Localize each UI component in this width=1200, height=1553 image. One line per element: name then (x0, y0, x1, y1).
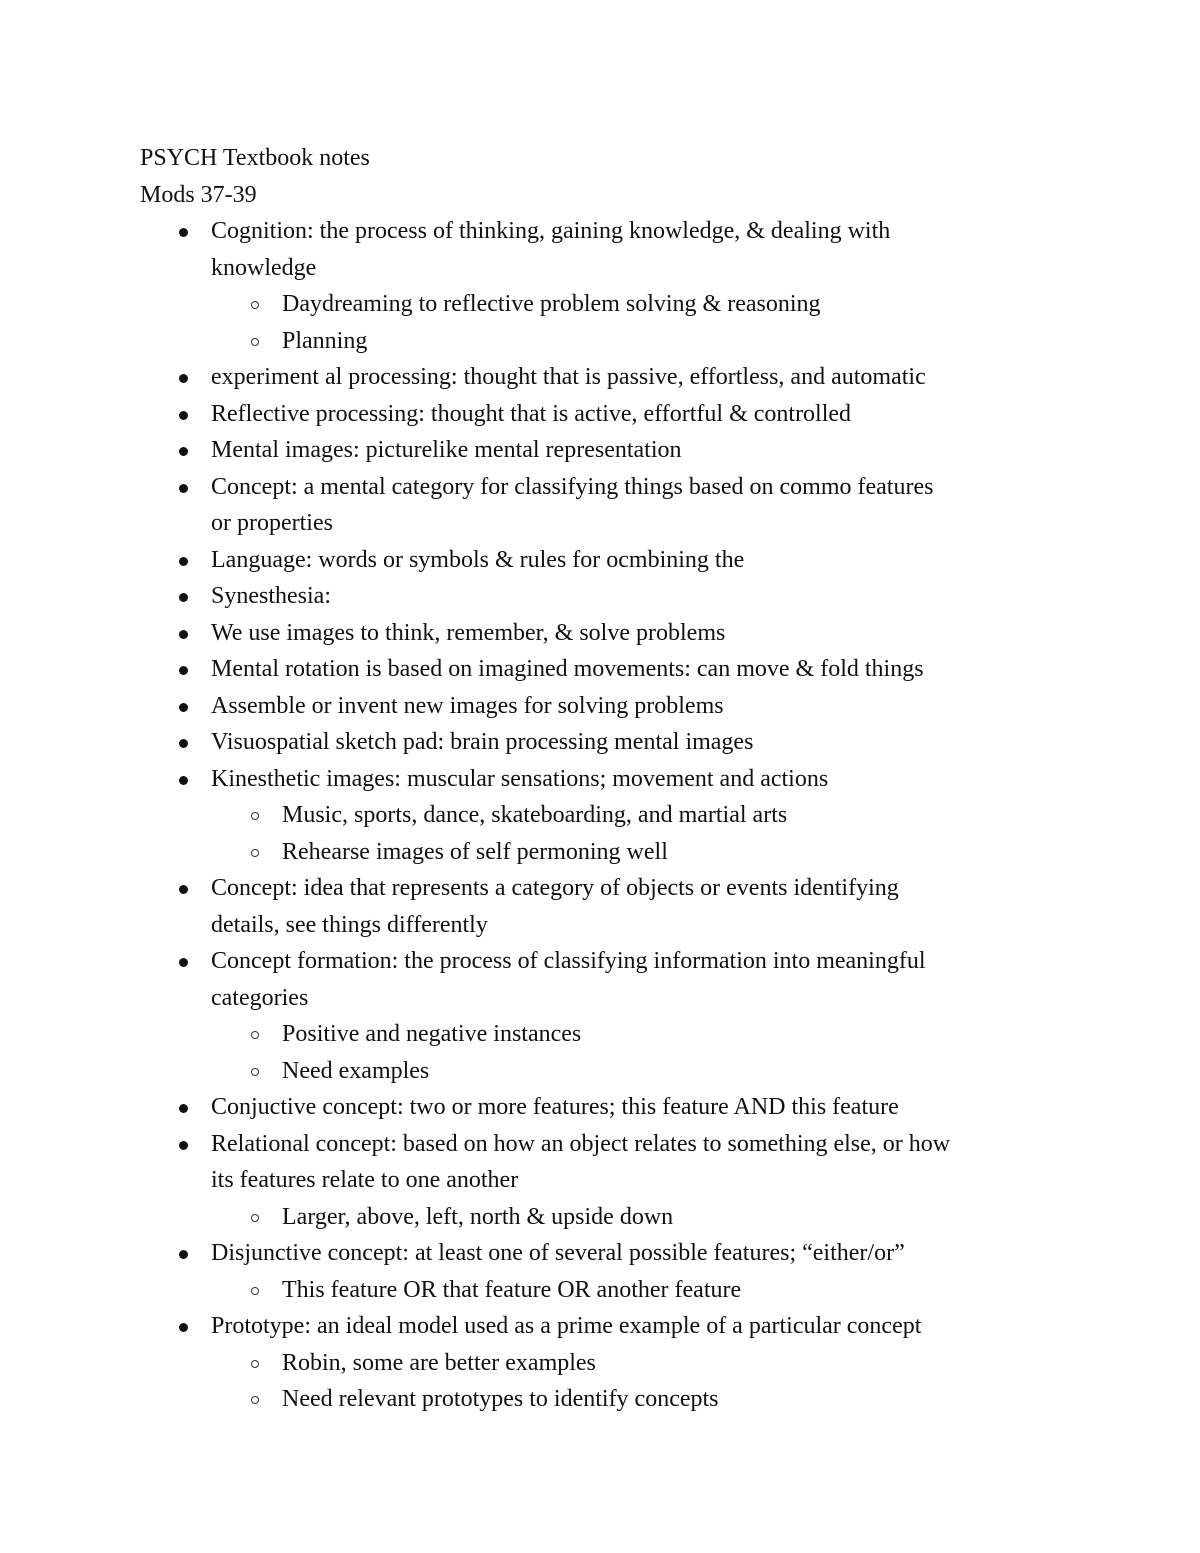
bullet-icon (179, 703, 188, 712)
list-item-text: Visuospatial sketch pad: brain processing mental images (211, 729, 754, 755)
sub-list-item-text: Planning (282, 327, 368, 354)
list-item (140, 469, 1070, 542)
bullet-icon (179, 1323, 188, 1332)
bullet-icon (179, 374, 188, 383)
list-item-text: Cognition: the process of thinking, gaining knowledge, & dealing with knowledge (211, 218, 891, 281)
list-item-text: We use images to think, remember, & solve problems (211, 619, 726, 646)
list-item-text: Language: words or symbols & rules for ocmbining the (211, 546, 745, 573)
bullet-icon (179, 1104, 188, 1113)
list-item-text: Reflective processing: thought that is active, effortful & controlled (211, 400, 852, 427)
list-item-text: Mental rotation is based on imagined movements: can move & fold things (211, 656, 924, 682)
list-item (140, 578, 1070, 615)
bullet-icon (179, 557, 188, 566)
notes-list (140, 213, 1070, 1418)
hollow-bullet-icon (251, 1360, 259, 1368)
list-item (140, 1235, 1070, 1308)
hollow-bullet-icon (251, 1214, 259, 1222)
bullet-icon (179, 739, 188, 748)
bullet-icon (179, 447, 188, 456)
sub-list-item (211, 797, 1070, 834)
list-item-text: Concept formation: the process of classifying information into meaningful categories (211, 948, 926, 1011)
sub-list-item-text: Need examples (282, 1057, 430, 1084)
sub-list-item (211, 1053, 1070, 1090)
hollow-bullet-icon (251, 849, 259, 857)
sub-list-item-text: Positive and negative instances (282, 1021, 582, 1047)
sub-list-item-text: Rehearse images of self permoning well (282, 838, 668, 865)
list-item-text: Concept: idea that represents a category of objects or events identifying details, see things differently (211, 875, 899, 938)
list-item (140, 943, 1070, 1089)
hollow-bullet-icon (251, 1396, 259, 1404)
sub-list-item (211, 1016, 1070, 1053)
list-item (140, 1126, 1070, 1236)
list-item (140, 432, 1070, 469)
sub-list-item-text: Daydreaming to reflective problem solving & reasoning (282, 291, 821, 317)
sub-list (211, 797, 1070, 870)
list-item-text: Synesthesia: (211, 583, 331, 609)
page-subtitle: Mods 37-39 (140, 181, 257, 208)
bullet-icon (179, 228, 188, 237)
list-item (140, 615, 1070, 652)
list-item (140, 1089, 1070, 1126)
list-item-text: experiment al processing: thought that is passive, effortless, and automatic (211, 364, 926, 390)
bullet-icon (179, 630, 188, 639)
list-item-text: Concept: a mental category for classifying things based on commo features or properties (211, 473, 934, 536)
hollow-bullet-icon (251, 301, 259, 309)
list-item (140, 1308, 1070, 1418)
sub-list (211, 1345, 1070, 1418)
bullet-icon (179, 958, 188, 967)
list-item-text: Assemble or invent new images for solving problems (211, 692, 724, 719)
list-item-text: Relational concept: based on how an object relates to something else, or how its features relate to one another (211, 1130, 951, 1193)
sub-list-item (211, 1199, 1070, 1236)
bullet-icon (179, 484, 188, 493)
list-item-text: Kinesthetic images: muscular sensations; movement and actions (211, 765, 829, 792)
list-item (140, 870, 1070, 943)
hollow-bullet-icon (251, 812, 259, 820)
sub-list-item (211, 1381, 1070, 1418)
list-item (140, 359, 1070, 396)
sub-list-item-text: Robin, some are better examples (282, 1349, 596, 1376)
sub-list-item-text: Larger, above, left, north & upside down (282, 1203, 674, 1230)
sub-list-item-text: Music, sports, dance, skateboarding, and martial arts (282, 802, 788, 828)
sub-list (211, 1016, 1070, 1089)
sub-list-item (211, 834, 1070, 871)
notes-page (140, 140, 1070, 1418)
list-item-text: Mental images: picturelike mental representation (211, 437, 682, 463)
list-item (140, 724, 1070, 761)
hollow-bullet-icon (251, 1031, 259, 1039)
list-item (140, 396, 1070, 433)
list-item (140, 688, 1070, 725)
page-title: PSYCH Textbook notes (140, 145, 370, 171)
sub-list (211, 286, 1070, 359)
list-item-text: Prototype: an ideal model used as a prime example of a particular concept (211, 1313, 922, 1339)
sub-list-item (211, 1272, 1070, 1309)
list-item (140, 651, 1070, 688)
list-item (140, 213, 1070, 359)
bullet-icon (179, 593, 188, 602)
hollow-bullet-icon (251, 1287, 259, 1295)
bullet-icon (179, 1141, 188, 1150)
bullet-icon (179, 666, 188, 675)
list-item-text: Conjuctive concept: two or more features; this feature AND this feature (211, 1094, 899, 1120)
bullet-icon (179, 411, 188, 420)
sub-list-item (211, 286, 1070, 323)
list-item (140, 761, 1070, 871)
list-item (140, 542, 1070, 579)
bullet-icon (179, 1250, 188, 1259)
hollow-bullet-icon (251, 1068, 259, 1076)
sub-list-item (211, 323, 1070, 360)
sub-list-item-text: This feature OR that feature OR another feature (282, 1276, 742, 1303)
sub-list (211, 1272, 1070, 1309)
hollow-bullet-icon (251, 338, 259, 346)
sub-list (211, 1199, 1070, 1236)
bullet-icon (179, 776, 188, 785)
sub-list-item (211, 1345, 1070, 1382)
list-item-text: Disjunctive concept: at least one of several possible features; “either/or” (211, 1240, 905, 1266)
sub-list-item-text: Need relevant prototypes to identify concepts (282, 1386, 719, 1412)
bullet-icon (179, 885, 188, 894)
